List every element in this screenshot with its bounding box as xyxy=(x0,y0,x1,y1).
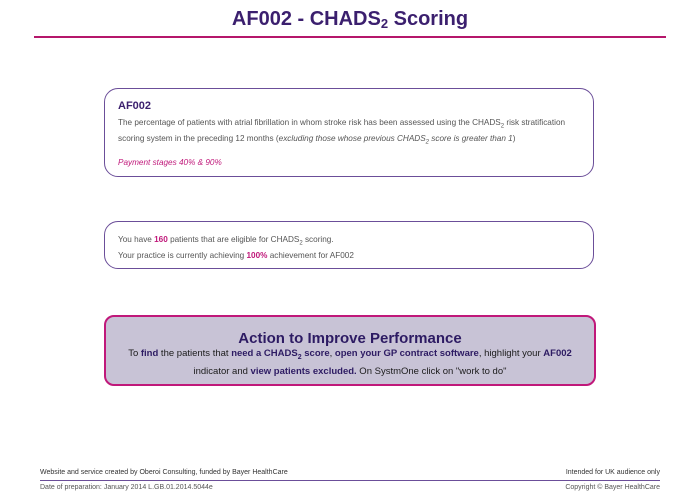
preparation-date: Date of preparation: January 2014 L.GB.01.2014.5044e xyxy=(40,484,213,491)
action-box xyxy=(104,315,596,386)
summary-card xyxy=(104,221,594,269)
footer-credits: Website and service created by Oberoi Consulting, funded by Bayer HealthCare Intended for UK audience only xyxy=(40,469,660,476)
eligible-line: You have 160 patients that are eligible for $CHADS_2$ scoring. xyxy=(118,235,334,247)
indicator-code: AF002 xyxy=(118,100,152,112)
page-title: $AF002 - CHADS_2$ Scoring xyxy=(231,8,469,31)
action-body: To find the patients that need a $CHADS_2$ score, open your GP contract software, highlight your AF002 indicator and view patients excluded. On SystmOne click on "work to do" xyxy=(128,348,572,377)
payment-stages: Payment stages 40% & 90% xyxy=(118,158,222,168)
footer-divider xyxy=(40,480,660,481)
eligible-count: 160 xyxy=(154,235,168,244)
title-divider xyxy=(34,36,666,38)
oberoi-link[interactable]: Oberoi Consulting xyxy=(139,469,196,476)
indicator-card xyxy=(104,88,594,177)
achievement-line: Your practice is currently achieving 100% achievement for AF002 xyxy=(118,250,354,260)
audience-note: Intended for UK audience only xyxy=(565,469,660,476)
footer-meta xyxy=(40,484,660,491)
indicator-description: The percentage of patients with atrial fibrillation in whom stroke risk has been assessed using the $CHADS_2$ risk stratification scoring system in the preceding 12 months (excluding those whose previous $CHADS_2$ score is greater than 1) xyxy=(118,118,566,146)
achievement-percent: 100% xyxy=(246,250,268,260)
copyright: Copyright © Bayer HealthCare xyxy=(565,484,660,491)
action-heading: Action to Improve Performance xyxy=(238,330,462,347)
